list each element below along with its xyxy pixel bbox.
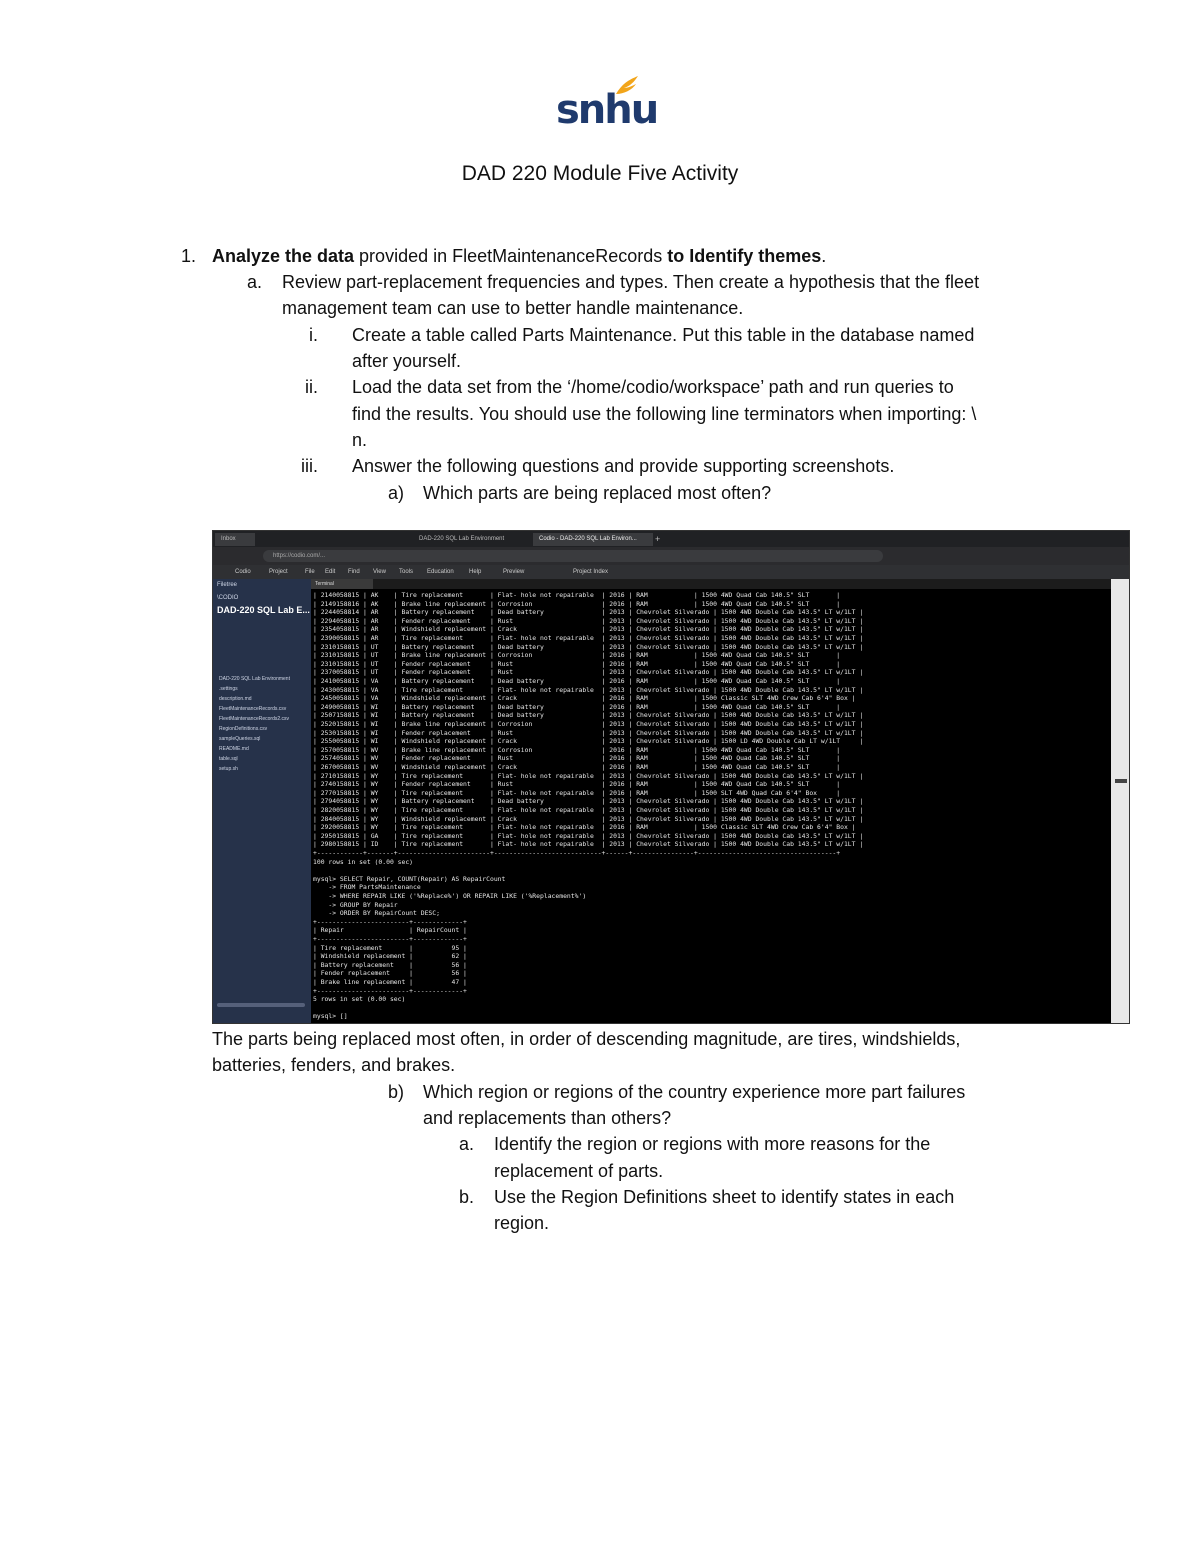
terminal-line: | 2980158815 | ID | Tire replacement | Flat- hole not repairable | 2013 | Chevrolet Silverado | 1500 4WD Double Cab 143.5" LT w/1LT | <box>313 840 864 849</box>
address-bar <box>213 547 1129 565</box>
terminal-line: | 2310158815 | UT | Brake line replacement | Corrosion | 2016 | RAM | 1500 4WD Quad Cab 140.5" SLT | <box>313 651 841 660</box>
menu-preview[interactable]: Preview <box>503 569 525 575</box>
menu-education[interactable]: Education <box>427 569 454 575</box>
sidebar-item-readme[interactable]: README.md <box>219 746 249 752</box>
qb1-line1: Which region or regions of the country experience more part failures <box>423 1082 966 1102</box>
qiii-marker: iii. <box>301 456 318 476</box>
menu-codio[interactable]: Codio <box>235 569 251 575</box>
q1-end: . <box>821 246 827 266</box>
q1-bold-analyze: Analyze the data <box>212 246 355 266</box>
terminal-line: | 2794058815 | WY | Battery replacement | Dead battery | 2013 | Chevrolet Silverado | 1500 4WD Double Cab 143.5" LT w/1LT | <box>313 797 864 806</box>
terminal-line: | 2770158815 | WY | Tire replacement | Flat- hole not repairable | 2016 | RAM | 1500 SLT 4WD Quad Cab 6'4" Box | <box>313 788 841 797</box>
terminal-line: | 2710158815 | WY | Tire replacement | Flat- hole not repairable | 2013 | Chevrolet Silverado | 1500 4WD Double Cab 143.5" LT w/1LT | <box>313 771 864 780</box>
terminal-line: | 2530158815 | WI | Fender replacement | Rust | 2013 | Chevrolet Silverado | 1500 4WD Double Cab 143.5" LT w/1LT | <box>313 728 864 737</box>
terminal-line: | 2244058814 | AR | Battery replacement | Dead battery | 2013 | Chevrolet Silverado | 1500 4WD Double Cab 143.5" LT w/1LT | <box>313 608 864 617</box>
terminal-line: -> WHERE REPAIR LIKE ('%Replace%') OR REPAIR LIKE ('%Replacement%') <box>313 892 587 900</box>
qi-line1: Create a table called Parts Maintenance. Put this table in the database named <box>352 325 975 345</box>
browser-tab-bar <box>213 531 1129 547</box>
sidebar-item-settings[interactable]: .settings <box>219 686 238 692</box>
terminal-line: -> FROM PartsMaintenance <box>313 883 421 892</box>
qi-line2: after yourself. <box>352 351 462 371</box>
terminal-line: | 2950158815 | GA | Tire replacement | Flat- hole not repairable | 2013 | Chevrolet Silverado | 1500 4WD Double Cab 143.5" LT w/1LT | <box>313 831 864 840</box>
terminal-line: | 2740158815 | WY | Fender replacement | Rust | 2016 | RAM | 1500 4WD Quad Cab 140.5" SLT | <box>313 780 841 789</box>
qiii-line1: Answer the following questions and provide supporting screenshots. <box>352 456 895 476</box>
terminal-line: +------------------------+-------------+ <box>313 935 467 943</box>
q1-mid: provided in FleetMaintenanceRecords <box>354 246 668 266</box>
terminal-line: +------------------------+-------------+ <box>313 917 467 926</box>
qii-marker: ii. <box>305 377 318 397</box>
terminal-line: | 2354058815 | AR | Windshield replacement | Crack | 2013 | Chevrolet Silverado | 1500 4WD Double Cab 143.5" LT w/1LT | <box>313 625 864 634</box>
qb1b-marker: b. <box>458 1187 474 1207</box>
qa-line2: management team can use to better handle maintenance. <box>282 298 744 318</box>
new-tab-icon[interactable]: + <box>655 534 661 544</box>
menu-view[interactable]: View <box>373 569 386 575</box>
terminal-line: | 2140058815 | AK | Tire replacement | Flat- hole not repairable | 2016 | RAM | 1500 4WD Quad Cab 140.5" SLT | <box>313 591 841 599</box>
terminal-line: | Repair | RepairCount | <box>313 926 467 935</box>
terminal-line: -> GROUP BY Repair <box>313 900 398 909</box>
sidebar-item-region-csv[interactable]: RegionDefinitions.csv <box>219 726 268 732</box>
terminal-line: | 2570058815 | WV | Brake line replacement | Corrosion | 2016 | RAM | 1500 4WD Quad Cab 140.5" SLT | <box>313 745 841 754</box>
terminal-line: | 2550058815 | WI | Windshield replacement | Crack | 2013 | Chevrolet Silverado | 1500 LD 4WD Double Cab LT w/1LT | <box>313 737 864 746</box>
terminal-line: | Windshield replacement | 62 | <box>313 952 467 961</box>
sidebar-label: \CODIO <box>217 595 239 601</box>
qa-marker: a. <box>246 272 262 292</box>
menu-find[interactable]: Find <box>348 569 360 575</box>
terminal-line: | 2490058815 | WI | Battery replacement | Dead battery | 2016 | RAM | 1500 4WD Quad Cab 140.5" SLT | <box>313 702 841 711</box>
terminal-line: | 2820058815 | WY | Tire replacement | Flat- hole not repairable | 2013 | Chevrolet Silverado | 1500 4WD Double Cab 143.5" LT w/1LT | <box>313 806 864 814</box>
qb1b-line1: Use the Region Definitions sheet to identify states in each <box>494 1187 955 1207</box>
qb1-marker: b) <box>387 1082 404 1102</box>
terminal-tab[interactable]: Terminal <box>311 579 373 589</box>
terminal-line: | 2670058815 | WV | Windshield replacement | Crack | 2016 | RAM | 1500 4WD Quad Cab 140.5" SLT | <box>313 763 841 771</box>
terminal-line: -> ORDER BY RepairCount DESC; <box>313 909 440 918</box>
qi-marker: i. <box>309 325 318 345</box>
terminal-line: mysql> SELECT Repair, COUNT(Repair) AS RepairCount <box>313 874 506 883</box>
sidebar-header: Filetree <box>217 582 238 588</box>
terminal-line: | 2149158816 | AK | Brake line replacement | Corrosion | 2016 | RAM | 1500 4WD Quad Cab 140.5" SLT | <box>313 599 841 608</box>
terminal-line: | 2294058815 | AR | Fender replacement | Rust | 2013 | Chevrolet Silverado | 1500 4WD Double Cab 143.5" LT w/1LT | <box>313 616 864 625</box>
browser-tab-2[interactable]: DAD-220 SQL Lab Environment <box>419 536 505 542</box>
qa1-marker: a) <box>387 483 404 503</box>
terminal-line: 5 rows in set (0.00 sec) <box>313 995 406 1004</box>
sidebar-item-root[interactable]: DAD-220 SQL Lab Environment <box>219 676 290 682</box>
terminal-line: | 2920058815 | WY | Tire replacement | Flat- hole not repairable | 2016 | RAM | 1500 Classic SLT 4WD Crew Cab 6'4" Box | <box>313 823 856 832</box>
terminal-line: | Brake line replacement | 47 | <box>313 978 467 986</box>
menu-edit[interactable]: Edit <box>325 569 336 575</box>
qb1a-line2: replacement of parts. <box>494 1161 664 1181</box>
qb1a-line1: Identify the region or regions with more reasons for the <box>494 1134 931 1154</box>
sidebar-item-description[interactable]: description.md <box>219 696 252 702</box>
terminal-line: 100 rows in set (0.00 sec) <box>313 857 414 866</box>
terminal-line: | 2410058815 | VA | Battery replacement | Dead battery | 2016 | RAM | 1500 4WD Quad Cab 140.5" SLT | <box>313 677 841 685</box>
scrollbar-thumb[interactable] <box>1115 779 1127 783</box>
qb1b-line2: region. <box>494 1213 550 1233</box>
page-title: DAD 220 Module Five Activity <box>461 162 739 185</box>
sidebar-project-name: DAD-220 SQL Lab E... <box>217 605 310 615</box>
terminal-line: | Fender replacement | 56 | <box>313 969 467 978</box>
sidebar-item-fleet-csv[interactable]: FleetMaintenanceRecords.csv <box>219 706 287 712</box>
menu-project-index[interactable]: Project Index <box>573 569 609 575</box>
qii-line2: find the results. You should use the following line terminators when importing: \ <box>352 404 977 424</box>
browser-tab-1[interactable]: Inbox <box>215 533 255 546</box>
sidebar-item-fleet-csv2[interactable]: FleetMaintenanceRecords2.csv <box>219 716 290 722</box>
logo-wordmark: snhu <box>556 87 658 133</box>
q1-bold-identify: to Identify themes <box>667 246 822 266</box>
qa-line1: Review part-replacement frequencies and types. Then create a hypothesis that the fleet <box>282 272 980 292</box>
sidebar-item-sample-queries[interactable]: sampleQueries.sql <box>219 736 261 742</box>
answer-line1: The parts being replaced most often, in order of descending magnitude, are tires, windshields, <box>212 1029 961 1049</box>
terminal-line: | Battery replacement | 56 | <box>313 960 467 969</box>
terminal-line: | 2574058815 | WV | Fender replacement | Rust | 2016 | RAM | 1500 4WD Quad Cab 140.5" SLT | <box>313 754 841 763</box>
q1-number: 1. <box>180 246 196 266</box>
terminal-line: mysql> [] <box>313 1012 348 1021</box>
terminal-scrollbar[interactable] <box>1111 579 1130 1024</box>
answer-line2: batteries, fenders, and brakes. <box>212 1055 456 1075</box>
terminal-line: | Tire replacement | 95 | <box>313 943 467 952</box>
snhu-logo <box>556 74 658 134</box>
qb1-line2: and replacements than others? <box>423 1108 672 1128</box>
menu-help[interactable]: Help <box>469 569 482 575</box>
qa1-line1: Which parts are being replaced most often? <box>423 483 772 503</box>
terminal-line: | 2450058815 | VA | Windshield replacement | Crack | 2016 | RAM | 1500 Classic SLT 4WD Crew Cab 6'4" Box | <box>313 694 856 703</box>
codio-screenshot <box>212 530 1130 1024</box>
sidebar-item-setup[interactable]: setup.sh <box>219 766 238 772</box>
terminal-line: | 2840058815 | WY | Windshield replacement | Crack | 2013 | Chevrolet Silverado | 1500 4WD Double Cab 143.5" LT w/1LT | <box>313 814 864 823</box>
qii-line1: Load the data set from the ‘/home/codio/workspace’ path and run queries to <box>352 377 954 397</box>
menu-tools[interactable]: Tools <box>399 569 414 575</box>
menu-project[interactable]: Project <box>269 569 288 575</box>
url-field[interactable]: https://codio.com/... <box>263 550 883 562</box>
qii-line3: n. <box>352 430 368 450</box>
terminal-line: | 2370058815 | UT | Fender replacement | Rust | 2013 | Chevrolet Silverado | 1500 4WD Double Cab 143.5" LT w/1LT | <box>313 668 864 677</box>
terminal-output[interactable] <box>311 589 1111 1024</box>
terminal-line: | 2310158815 | UT | Fender replacement | Rust | 2016 | RAM | 1500 4WD Quad Cab 140.5" SLT | <box>313 659 841 668</box>
terminal-line: | 2310158815 | UT | Battery replacement | Dead battery | 2013 | Chevrolet Silverado | 1500 4WD Double Cab 143.5" LT w/1LT | <box>313 642 864 651</box>
sidebar-item-table-sql[interactable]: table.sql <box>219 756 238 762</box>
codio-menu-bar <box>213 565 1129 579</box>
terminal-line: | 2430058815 | VA | Tire replacement | Flat- hole not repairable | 2013 | Chevrolet Silverado | 1500 4WD Double Cab 143.5" LT w/1LT | <box>313 685 864 694</box>
sidebar-scrollbar[interactable] <box>217 1003 305 1007</box>
terminal-line: | 2520158815 | WI | Brake line replacement | Corrosion | 2013 | Chevrolet Silverado | 1500 4WD Double Cab 143.5" LT w/1LT | <box>313 720 864 728</box>
file-tree-sidebar <box>213 579 311 1024</box>
menu-file[interactable]: File <box>305 569 315 575</box>
terminal-line: | 2507158815 | WI | Battery replacement | Dead battery | 2013 | Chevrolet Silverado | 1500 4WD Double Cab 143.5" LT w/1LT | <box>313 711 864 720</box>
browser-tab-3[interactable]: Codio - DAD-220 SQL Lab Environ... <box>533 533 653 546</box>
terminal-line: +------------------------+-------------+ <box>313 986 467 995</box>
terminal-line: | 2390058815 | AR | Tire replacement | Flat- hole not repairable | 2013 | Chevrolet Silverado | 1500 4WD Double Cab 143.5" LT w/1LT | <box>313 634 864 642</box>
q1-text <box>212 243 826 269</box>
terminal-line: +------------+-------+------------------------+----------------------------+------+----------------+------------------------------------+ <box>313 849 841 857</box>
qb1a-marker: a. <box>458 1134 474 1154</box>
